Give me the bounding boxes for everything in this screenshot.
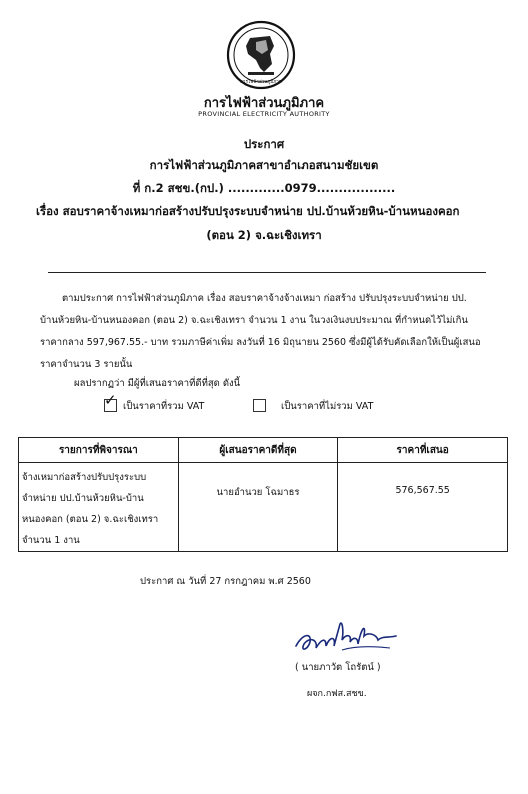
- org-name-thai: การไฟฟ้าส่วนภูมิภาค: [203, 96, 325, 111]
- column-header: ราคาที่เสนอ: [338, 438, 508, 463]
- table-row: [19, 463, 508, 552]
- result-intro: ผลปรากฏว่า มีผู้ที่เสนอราคาที่ดีที่สุด ดังนี้: [74, 378, 241, 389]
- vat-included-label: เป็นราคาที่รวม VAT: [123, 401, 205, 412]
- logo-caption: การไฟฟ้าส่วนภูมิภาค: [240, 80, 282, 85]
- branch-name: การไฟฟ้าส่วนภูมิภาคสาขาอำเภอสนามชัยเขต: [149, 158, 379, 172]
- table-header-row: [19, 438, 508, 463]
- item-cell: [19, 463, 179, 552]
- award-table: [18, 437, 508, 552]
- bidder-name: นายอำนวย โฉมาธร: [216, 487, 300, 498]
- pea-logo: [226, 20, 296, 90]
- checkmark-icon: ✓: [104, 391, 117, 409]
- org-name-english: PROVINCIAL ELECTRICITY AUTHORITY: [198, 110, 330, 118]
- document-number: ที่ ก.2 สชข.(กป.) .............0979..................: [132, 181, 396, 195]
- column-header: ผู้เสนอราคาดีที่สุด: [178, 438, 338, 463]
- bidder-cell: [178, 463, 338, 552]
- separator-rule: [48, 272, 486, 273]
- announcement-heading: ประกาศ: [243, 137, 285, 151]
- body-line: ราคาจำนวน 3 รายนั้น: [40, 359, 133, 370]
- vat-excluded-label: เป็นราคาที่ไม่รวม VAT: [281, 401, 374, 412]
- bid-price: 576,567.55: [395, 485, 450, 496]
- vat-excluded-checkbox[interactable]: [253, 399, 266, 412]
- subject-line-1: เรื่อง สอบราคาจ้างเหมาก่อสร้างปรับปรุงระบบจำหน่าย ปป.บ้านห้วยหิน-บ้านหนองคอก: [36, 204, 460, 218]
- signer-title: ผจก.กฟส.สชข.: [307, 689, 367, 699]
- item-line: หนองคอก (ตอน 2) จ.ฉะเชิงเทรา: [22, 514, 159, 525]
- body-line: ตามประกาศ การไฟฟ้าส่วนภูมิภาค เรื่อง สอบราคาจ้างจ้างเหมา ก่อสร้าง ปรับปรุงระบบจำหน่าย ปป.: [62, 293, 467, 304]
- signer-name: ( นายภาวัต โถรัตน์ ): [295, 662, 381, 673]
- body-line: บ้านห้วยหิน-บ้านหนองคอก (ตอน 2) จ.ฉะเชิงเทรา จำนวน 1 งาน ในวงเงินงบประมาณ ที่กำหนดไว้ไม่เกิน: [40, 315, 468, 326]
- subject-line-2: (ตอน 2) จ.ฉะเชิงเทรา: [206, 228, 322, 242]
- item-line: จำนวน 1 งาน: [22, 535, 80, 546]
- column-header: รายการที่พิจารณา: [19, 438, 179, 463]
- item-line: จ้างเหมาก่อสร้างปรับปรุงระบบ: [22, 472, 147, 483]
- body-line: ราคากลาง 597,967.55.- บาท รวมภาษีค่าเพิ่ม ลงวันที่ 16 มิถุนายน 2560 ซึ่งมีผู้ได้รับคัดเลือกให้เป็นผู้เสนอ: [40, 337, 481, 348]
- item-line: จำหน่าย ปป.บ้านห้วยหิน-บ้าน: [22, 493, 144, 504]
- announcement-date: ประกาศ ณ วันที่ 27 กรกฎาคม พ.ศ 2560: [140, 576, 311, 587]
- price-cell: [338, 463, 508, 552]
- signature: [292, 616, 402, 658]
